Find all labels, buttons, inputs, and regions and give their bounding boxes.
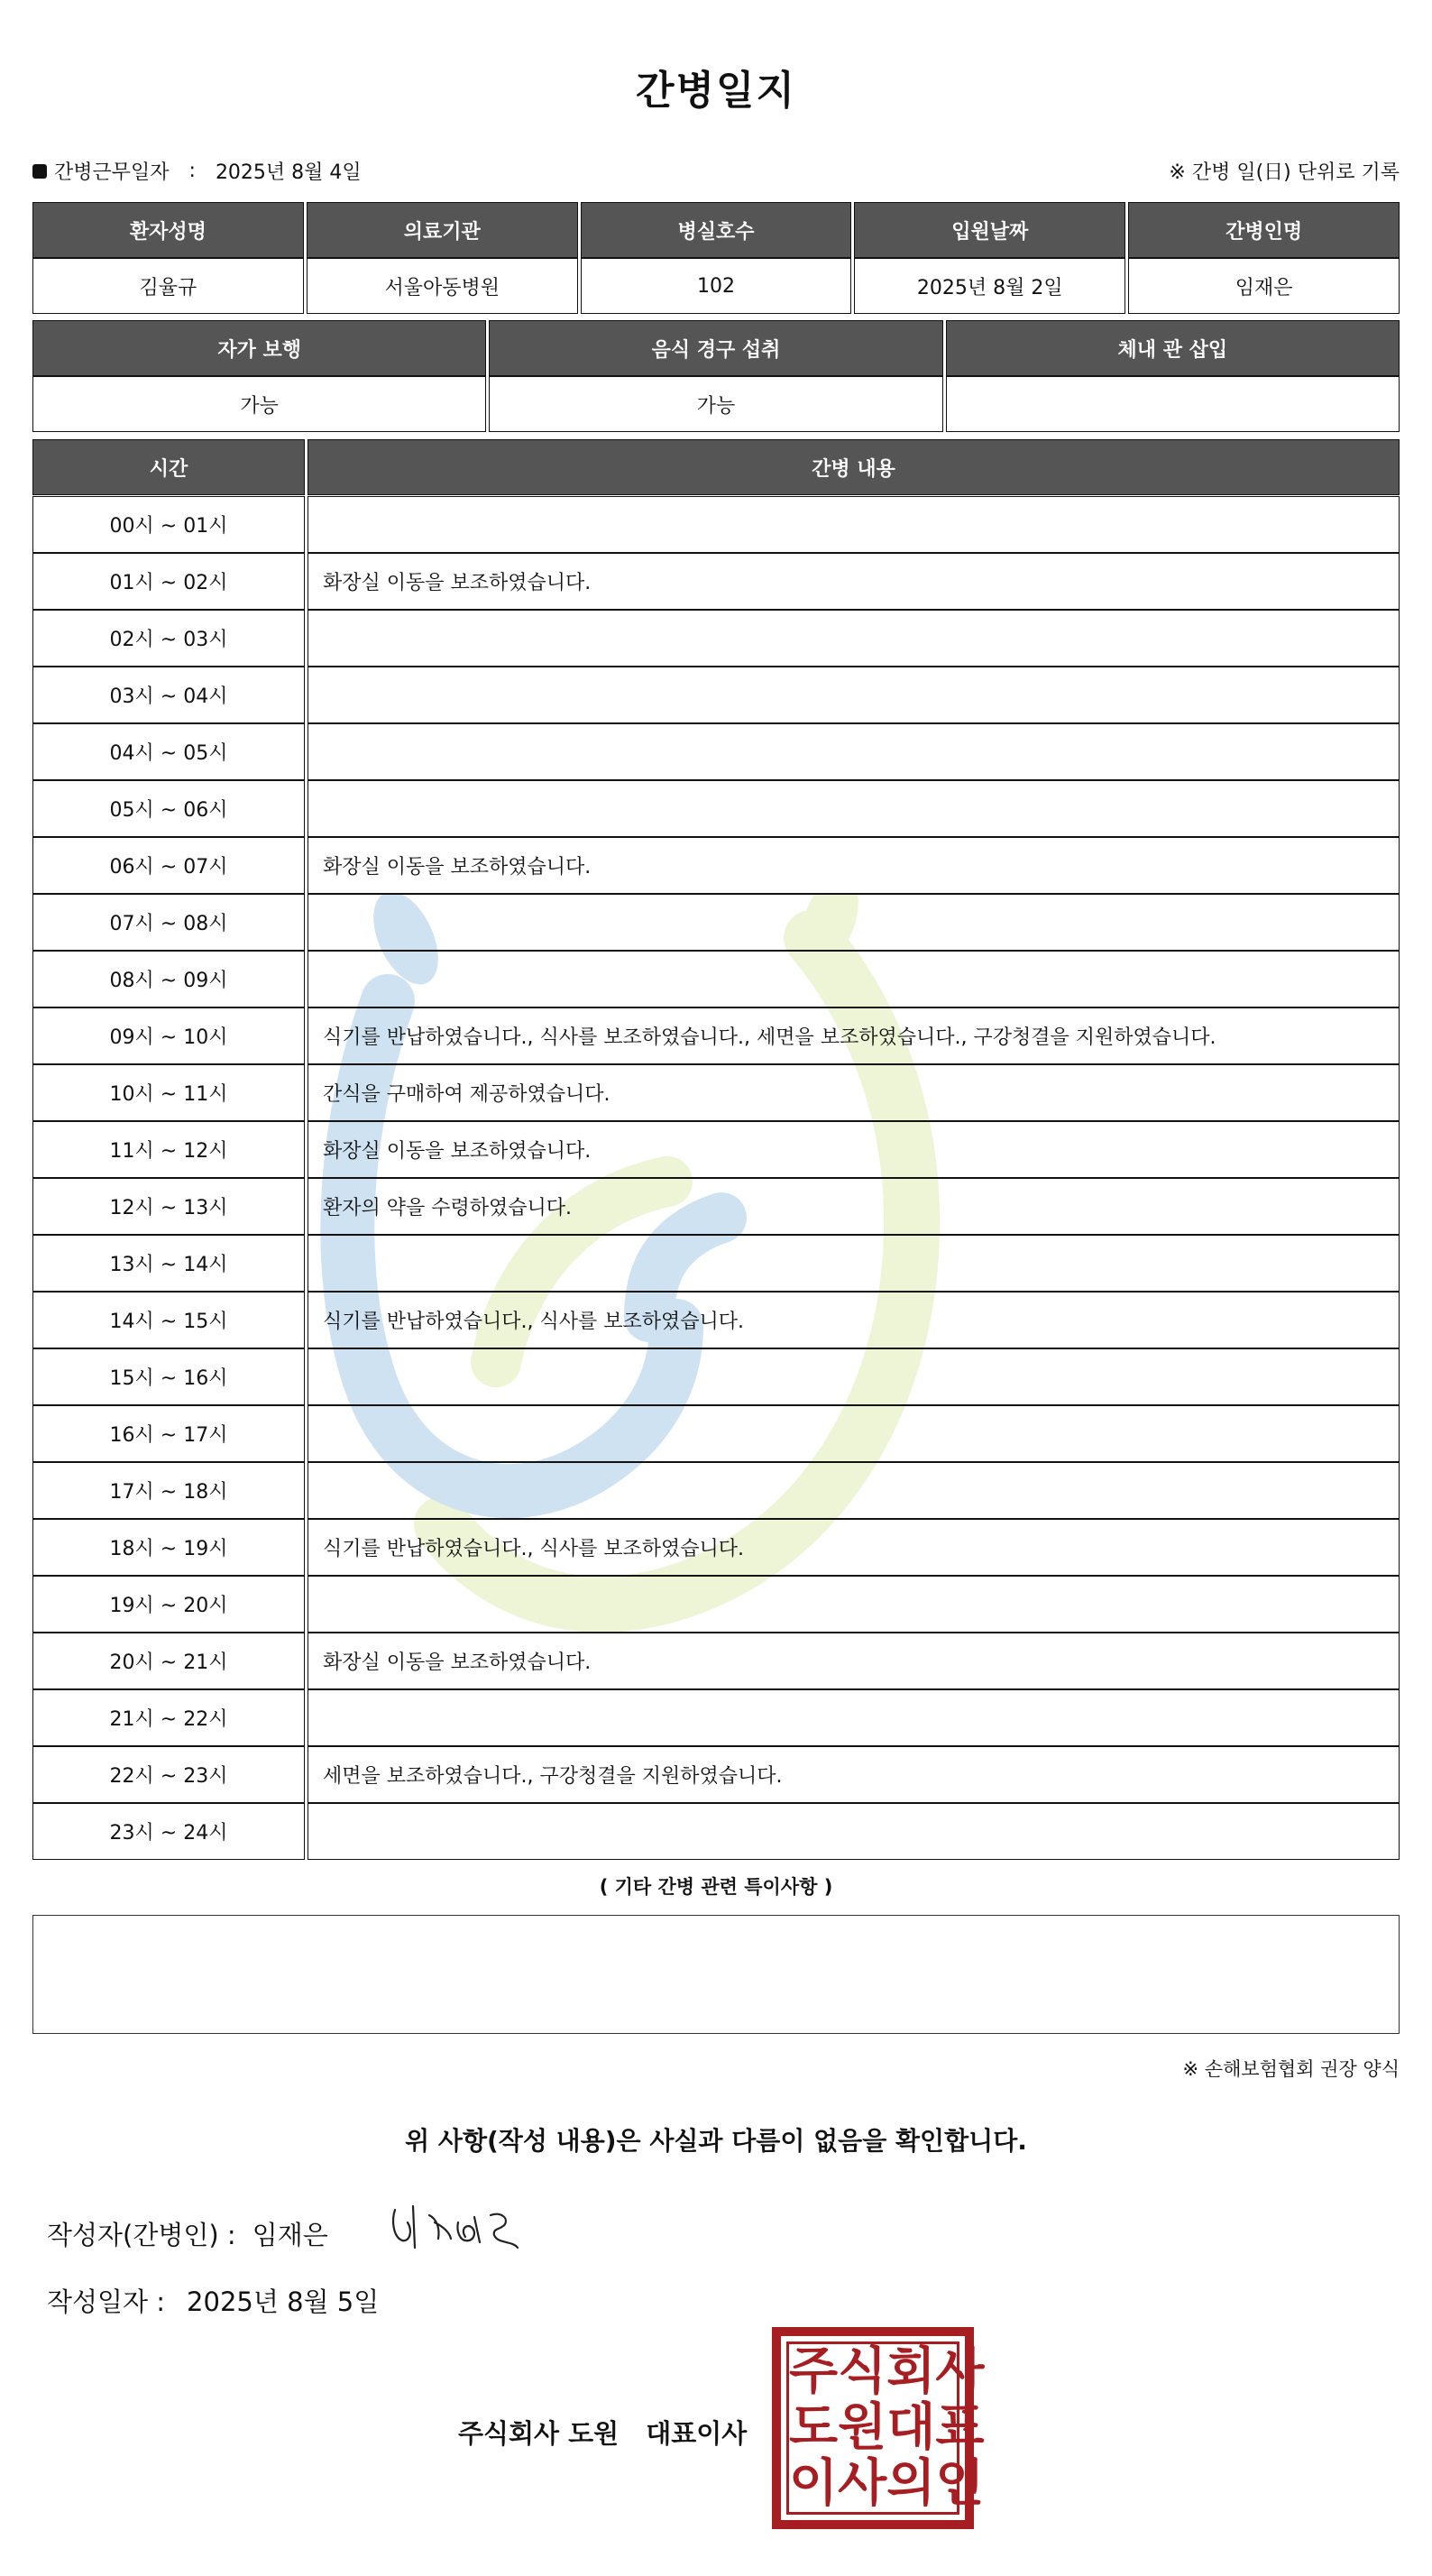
log-row: [32, 1235, 1400, 1292]
header-tube-insertion: 체내 관 삽입: [946, 320, 1400, 376]
writer-line: [47, 2215, 344, 2252]
log-time-cell: 02시 ~ 03시: [32, 610, 305, 667]
log-row: [32, 610, 1400, 667]
value-institution: 서울아동병원: [307, 258, 578, 314]
log-time-cell: 21시 ~ 22시: [32, 1689, 305, 1746]
log-time-cell: 18시 ~ 19시: [32, 1519, 305, 1576]
confirmation-statement: 위 사항(작성 내용)은 사실과 다름이 없음을 확인합니다.: [405, 2126, 1027, 2156]
log-time-cell: 16시 ~ 17시: [32, 1405, 305, 1462]
seal-character: 회: [886, 2342, 936, 2401]
notes-box: [32, 1915, 1400, 2034]
duty-date-line: [32, 157, 362, 185]
company-seal-stamp: [772, 2327, 985, 2529]
log-row: [32, 1064, 1400, 1121]
square-bullet-icon: [32, 164, 47, 179]
company-line: [458, 2414, 774, 2451]
log-row: [32, 894, 1400, 951]
care-log-table: [32, 496, 1400, 1860]
log-time-cell: 22시 ~ 23시: [32, 1746, 305, 1803]
log-note-cell: 식기를 반납하였습니다., 식사를 보조하였습니다.: [308, 1292, 1400, 1348]
seal-character: 사: [838, 2454, 887, 2513]
log-time-cell: 13시 ~ 14시: [32, 1235, 305, 1292]
log-row: [32, 1178, 1400, 1235]
log-row: [32, 1348, 1400, 1405]
log-time-cell: 08시 ~ 09시: [32, 951, 305, 1007]
notes-title: ( 기타 간병 관련 특이사항 ): [599, 1876, 833, 1898]
header-admission-date: 입원날짜: [854, 202, 1125, 258]
log-note-cell: [308, 1348, 1400, 1405]
value-admission-date: 2025년 8월 2일: [854, 258, 1125, 314]
log-row: [32, 667, 1400, 723]
header-caregiver-name: 간병인명: [1128, 202, 1400, 258]
log-row: [32, 496, 1400, 553]
log-note-cell: 화장실 이동을 보조하였습니다.: [308, 1633, 1400, 1689]
log-row: [32, 1803, 1400, 1860]
value-oral-intake: 가능: [489, 376, 942, 432]
log-note-cell: [308, 780, 1400, 837]
log-time-cell: 07시 ~ 08시: [32, 894, 305, 951]
log-time-cell: 09시 ~ 10시: [32, 1007, 305, 1064]
meta-row: [32, 157, 1400, 189]
log-row: [32, 1405, 1400, 1462]
log-note-cell: 식기를 반납하였습니다., 식사를 보조하였습니다.: [308, 1519, 1400, 1576]
log-time-cell: 20시 ~ 21시: [32, 1633, 305, 1689]
value-caregiver-name: 임재은: [1128, 258, 1400, 314]
log-note-cell: [308, 610, 1400, 667]
log-row: [32, 837, 1400, 894]
value-patient-name: 김율규: [32, 258, 304, 314]
log-time-cell: 06시 ~ 07시: [32, 837, 305, 894]
log-time-cell: 12시 ~ 13시: [32, 1178, 305, 1235]
log-note-cell: 화장실 이동을 보조하였습니다.: [308, 1121, 1400, 1178]
seal-character: 식: [838, 2342, 887, 2401]
log-note-cell: [308, 723, 1400, 780]
log-row: [32, 723, 1400, 780]
log-time-cell: 23시 ~ 24시: [32, 1803, 305, 1860]
log-row: [32, 1746, 1400, 1803]
duty-date-colon: :: [188, 160, 196, 182]
log-note-cell: [308, 496, 1400, 553]
handwritten-signature: [386, 2195, 530, 2268]
log-row: [32, 1689, 1400, 1746]
seal-character: 원: [838, 2398, 887, 2457]
log-row: [32, 553, 1400, 610]
log-note-cell: 식기를 반납하였습니다., 식사를 보조하였습니다., 세면을 보조하였습니다., 구강청결을 지원하였습니다.: [308, 1007, 1400, 1064]
value-tube-insertion: [946, 376, 1400, 432]
log-time-cell: 10시 ~ 11시: [32, 1064, 305, 1121]
seal-character: 사: [935, 2342, 985, 2401]
log-note-cell: [308, 1803, 1400, 1860]
log-time-cell: 14시 ~ 15시: [32, 1292, 305, 1348]
log-note-cell: 세면을 보조하였습니다., 구강청결을 지원하였습니다.: [308, 1746, 1400, 1803]
log-note-cell: [308, 1689, 1400, 1746]
company-role: 대표이사: [646, 2418, 748, 2449]
log-time-cell: 05시 ~ 06시: [32, 780, 305, 837]
log-time-cell: 19시 ~ 20시: [32, 1576, 305, 1633]
seal-character: 이: [789, 2454, 839, 2513]
log-note-cell: [308, 667, 1400, 723]
log-note-cell: 화장실 이동을 보조하였습니다.: [308, 553, 1400, 610]
writer-label: 작성자(간병인) :: [47, 2220, 236, 2250]
header-room-number: 병실호수: [581, 202, 852, 258]
log-row: [32, 1519, 1400, 1576]
log-row: [32, 1292, 1400, 1348]
seal-character: 표: [935, 2398, 985, 2457]
seal-character: 도: [789, 2398, 839, 2457]
condition-table: [32, 320, 1400, 432]
header-institution: 의료기관: [307, 202, 578, 258]
log-note-cell: [308, 1576, 1400, 1633]
seal-character: 대: [886, 2398, 936, 2457]
value-room-number: 102: [581, 258, 852, 314]
log-note-cell: [308, 1462, 1400, 1519]
log-row: [32, 1633, 1400, 1689]
form-source-note: ※ 손해보험협회 권장 양식: [1182, 2058, 1400, 2080]
log-note-cell: [308, 1405, 1400, 1462]
writer-name: 임재은: [252, 2220, 328, 2250]
log-time-cell: 04시 ~ 05시: [32, 723, 305, 780]
log-time-cell: 15시 ~ 16시: [32, 1348, 305, 1405]
log-time-cell: 11시 ~ 12시: [32, 1121, 305, 1178]
duty-date-label: 간병근무일자: [54, 161, 170, 184]
log-row: [32, 1007, 1400, 1064]
log-time-cell: 17시 ~ 18시: [32, 1462, 305, 1519]
patient-info-table: [32, 202, 1400, 314]
log-note-cell: [308, 894, 1400, 951]
written-date-label: 작성일자 :: [47, 2286, 166, 2317]
log-note-cell: 간식을 구매하여 제공하였습니다.: [308, 1064, 1400, 1121]
log-time-cell: 00시 ~ 01시: [32, 496, 305, 553]
log-row: [32, 1121, 1400, 1178]
log-note-cell: 환자의 약을 수령하였습니다.: [308, 1178, 1400, 1235]
seal-inner: [786, 2341, 985, 2515]
log-time-cell: 01시 ~ 02시: [32, 553, 305, 610]
written-date-value: 2025년 8월 5일: [187, 2286, 380, 2317]
header-oral-intake: 음식 경구 섭취: [489, 320, 942, 376]
seal-character: 의: [886, 2454, 936, 2513]
record-unit-note: ※ 간병 일(日) 단위로 기록: [1169, 161, 1400, 184]
log-row: [32, 1576, 1400, 1633]
page-title: 간병일지: [635, 68, 796, 114]
seal-character: 인: [935, 2454, 985, 2513]
value-walking: 가능: [32, 376, 486, 432]
log-note-cell: [308, 1235, 1400, 1292]
company-name: 주식회사 도원: [458, 2418, 620, 2449]
duty-date-value: 2025년 8월 4일: [215, 161, 362, 184]
header-time: 시간: [32, 439, 305, 495]
log-note-cell: [308, 951, 1400, 1007]
log-time-cell: 03시 ~ 04시: [32, 667, 305, 723]
seal-character: 주: [789, 2342, 839, 2401]
written-date-line: [47, 2282, 400, 2319]
header-walking: 자가 보행: [32, 320, 486, 376]
header-care-content: 간병 내용: [308, 439, 1400, 495]
log-row: [32, 951, 1400, 1007]
log-row: [32, 1462, 1400, 1519]
log-note-cell: 화장실 이동을 보조하였습니다.: [308, 837, 1400, 894]
log-row: [32, 780, 1400, 837]
header-patient-name: 환자성명: [32, 202, 304, 258]
log-table-header: [32, 439, 1400, 495]
